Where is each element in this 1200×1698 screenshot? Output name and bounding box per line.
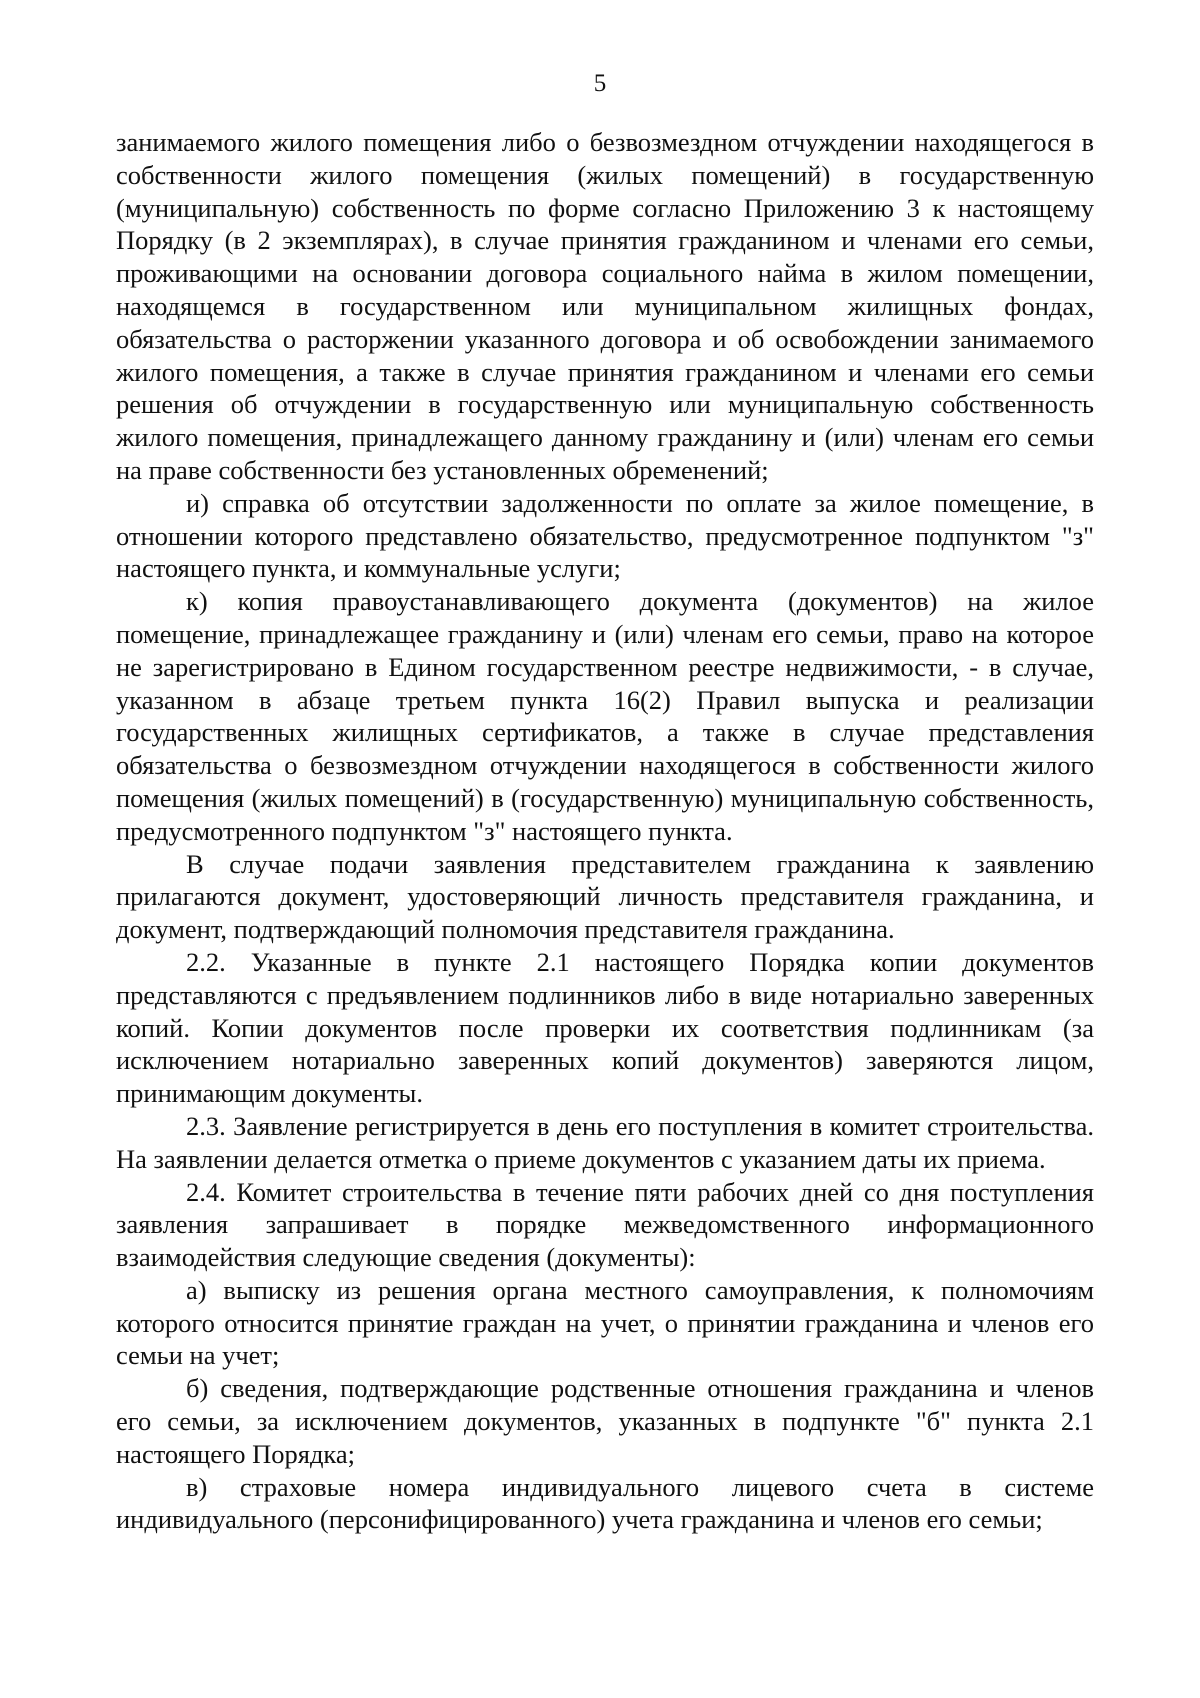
paragraph-clause-2-3: 2.3. Заявление регистрируется в день его поступления в комитет строительства. На заявлении делается отметка о приеме документов с указанием даты их приема. — [116, 1110, 1094, 1174]
paragraph-representative: В случае подачи заявления представителем гражданина к заявлению прилагаются документ, удостоверяющий личность представителя гражданина, и документ, подтверждающий полномочия представителя гражданина. — [116, 848, 1094, 945]
paragraph-item-b: б) сведения, подтверждающие родственные отношения гражданина и членов его семьи, за исключением документов, указанных в подпункте "б" пункта 2.1 настоящего Порядка; — [116, 1373, 1094, 1469]
page-number: 5 — [593, 70, 607, 97]
paragraph-item-k: к) копия правоустанавливающего документа (документов) на жилое помещение, принадлежащее гражданину и (или) членам его семьи, право на которое не зарегистрировано в Едином государственном реестре недвижимости, - в случае, указанном в абзаце третьем пункта 16(2) Правил выпуска и реализации государственных жилищных сертификатов, а также в случае представления обязательства о безвозмездном отчуждении находящегося в собственности жилого помещения (жилых помещений) в (государственную) муниципальную собственность, предусмотренного подпунктом "з" настоящего пункта. — [116, 586, 1094, 846]
paragraph-item-a: а) выписку из решения органа местного самоуправления, к полномочиям которого относится принятие граждан на учет, о принятии гражданина и членов его семьи на учет; — [116, 1274, 1094, 1371]
paragraph-item-v: в) страховые номера индивидуального лицевого счета в системе индивидуального (персонифицированного) учета гражданина и членов его семьи; — [116, 1471, 1094, 1535]
paragraph-clause-2-2: 2.2. Указанные в пункте 2.1 настоящего Порядка копии документов представляются с предъявлением подлинников либо в виде нотариально заверенных копий. Копии документов после проверки их соответствия подлинникам (за исключением нотариально заверенных копий документов) заверяются лицом, принимающим документы. — [116, 946, 1094, 1109]
paragraph-continuation: занимаемого жилого помещения либо о безвозмездном отчуждении находящегося в собственности жилого помещения (жилых помещений) в государственную (муниципальную) собственность по форме согласно Приложению 3 к настоящему Порядку (в 2 экземплярах), в случае принятия гражданином и членами его семьи, проживающими на основании договора социального найма в жилом помещении, находящемся в государственном или муниципальном жилищных фондах, обязательства о расторжении указанного договора и об освобождении занимаемого жилого помещения, а также в случае принятия гражданином и членами его семьи решения об отчуждении в государственную или муниципальную собственность жилого помещения, принадлежащего данному гражданину и (или) членам его семьи на праве собственности без установленных обременений; — [116, 127, 1094, 485]
document-body — [116, 126, 1094, 1536]
paragraph-clause-2-4: 2.4. Комитет строительства в течение пяти рабочих дней со дня поступления заявления запрашивает в порядке межведомственного информационного взаимодействия следующие сведения (документы): — [116, 1176, 1094, 1273]
paragraph-item-i: и) справка об отсутствии задолженности по оплате за жилое помещение, в отношении которого представлено обязательство, предусмотренное подпунктом "з" настоящего пункта, и коммунальные услуги; — [116, 487, 1094, 584]
